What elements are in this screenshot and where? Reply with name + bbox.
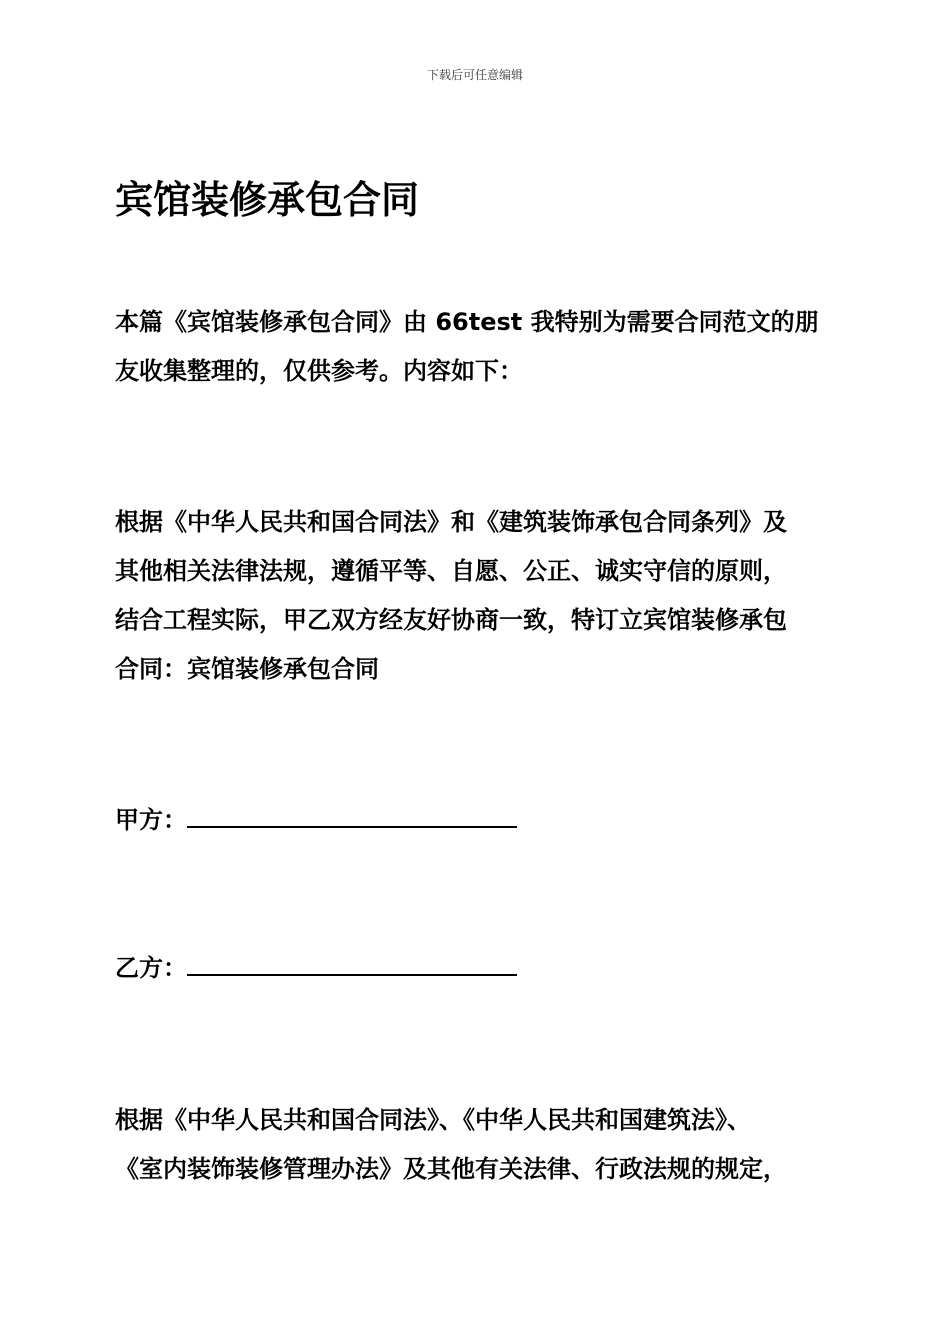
party-b-label: 乙方： [115, 954, 187, 982]
preamble-line: 结合工程实际，甲乙双方经友好协商一致，特订立宾馆装修承包 [115, 606, 787, 634]
preamble-paragraph [115, 498, 845, 694]
intro-paragraph [115, 298, 845, 396]
party-a-label: 甲方： [115, 806, 187, 834]
party-a-line [115, 800, 517, 840]
header-note: 下载后可任意编辑 [426, 68, 523, 82]
preamble-line: 合同：宾馆装修承包合同 [115, 655, 379, 683]
intro-line: 本篇《宾馆装修承包合同》由 66test 我特别为需要合同范文的朋 [115, 308, 819, 336]
intro-line: 友收集整理的，仅供参考。内容如下： [115, 357, 523, 385]
basis-paragraph [115, 1096, 845, 1194]
party-b-line [115, 948, 517, 988]
preamble-line: 其他相关法律法规，遵循平等、自愿、公正、诚实守信的原则， [115, 557, 787, 585]
basis-line: 《室内装饰装修管理办法》及其他有关法律、行政法规的规定， [115, 1155, 787, 1183]
basis-line: 根据《中华人民共和国合同法》、《中华人民共和国建筑法》、 [115, 1106, 751, 1134]
party-b-blank[interactable] [187, 950, 517, 976]
preamble-line: 根据《中华人民共和国合同法》和《建筑装饰承包合同条列》及 [115, 508, 787, 536]
document-title: 宾馆装修承包合同 [115, 178, 420, 222]
party-a-blank[interactable] [187, 802, 517, 828]
